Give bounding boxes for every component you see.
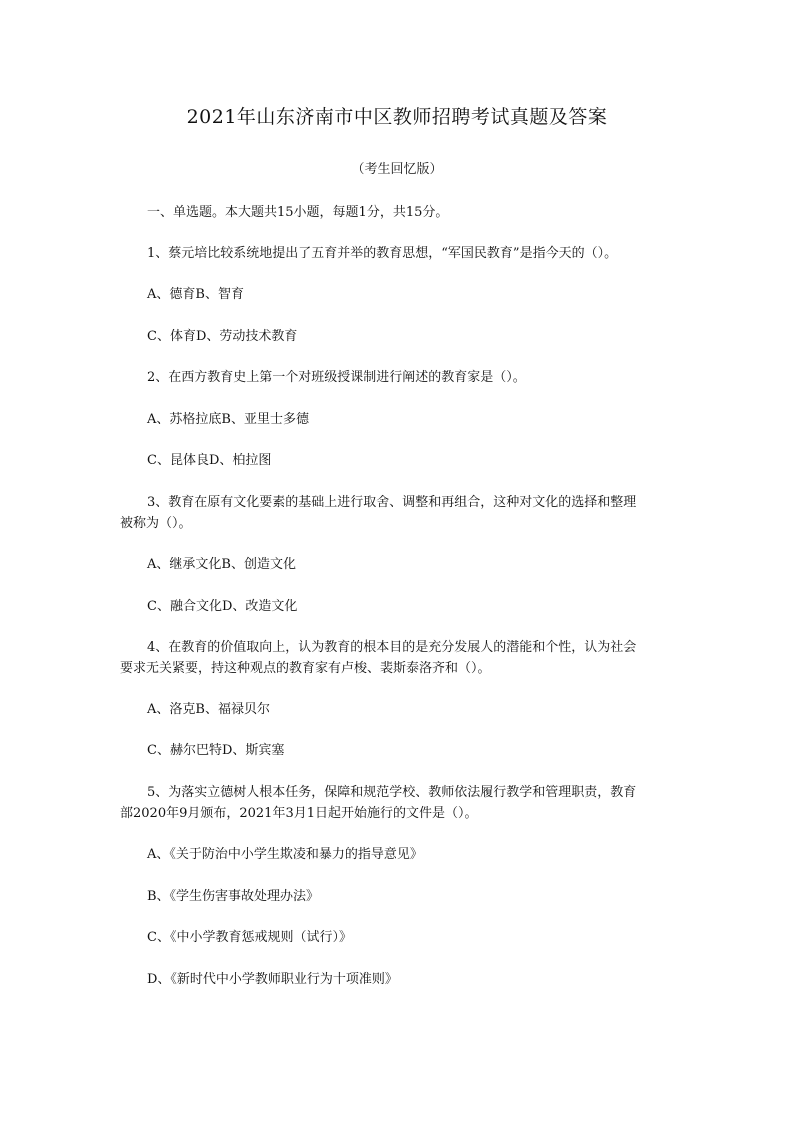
question-3-option-cd: C、融合文化D、改造文化 bbox=[147, 599, 298, 614]
question-5-option-b: B、《学生伤害事故处理办法》 bbox=[147, 889, 320, 904]
question-1-stem: 1、蔡元培比较系统地提出了五育并举的教育思想，“军国民教育”是指今天的（）。 bbox=[147, 246, 618, 261]
document-subtitle: （考生回忆版） bbox=[351, 162, 443, 177]
question-3-stem-line1: 3、教育在原有文化要素的基础上进行取舍、调整和再组合，这种对文化的选择和整理 bbox=[147, 495, 637, 510]
document-title: 2021年山东济南市中区教师招聘考试真题及答案 bbox=[186, 106, 608, 128]
question-5-option-c: C、《中小学教育惩戒规则（试行）》 bbox=[147, 930, 352, 945]
question-4-option-cd: C、赫尔巴特D、斯宾塞 bbox=[147, 743, 285, 758]
question-4-option-ab: A、洛克B、福禄贝尔 bbox=[147, 702, 270, 717]
question-5-option-a: A、《关于防治中小学生欺凌和暴力的指导意见》 bbox=[147, 847, 423, 862]
question-2-option-cd: C、昆体良D、柏拉图 bbox=[147, 453, 272, 468]
question-3-stem-line2: 被称为（）。 bbox=[120, 516, 192, 531]
section-heading: 一、单选题。本大题共15小题，每题1分，共15分。 bbox=[147, 205, 449, 220]
question-5-stem-line1: 5、为落实立德树人根本任务，保障和规范学校、教师依法履行教学和管理职责，教育 bbox=[147, 785, 637, 800]
question-2-option-ab: A、苏格拉底B、亚里士多德 bbox=[147, 412, 309, 427]
question-4-stem-line2: 要求无关紧要，持这种观点的教育家有卢梭、裴斯泰洛齐和（）。 bbox=[120, 661, 491, 676]
question-3-option-ab: A、继承文化B、创造文化 bbox=[147, 557, 296, 572]
question-5-stem-line2: 部2020年9月颁布，2021年3月1日起开始施行的文件是（）。 bbox=[120, 806, 478, 821]
question-5-option-d: D、《新时代中小学教师职业行为十项准则》 bbox=[147, 972, 398, 987]
question-4-stem-line1: 4、在教育的价值取向上，认为教育的根本目的是充分发展人的潜能和个性，认为社会 bbox=[147, 640, 637, 655]
question-1-option-ab: A、德育B、智育 bbox=[147, 287, 244, 302]
question-2-stem: 2、在西方教育史上第一个对班级授课制进行阐述的教育家是（）。 bbox=[147, 370, 526, 385]
question-1-option-cd: C、体育D、劳动技术教育 bbox=[147, 329, 298, 344]
